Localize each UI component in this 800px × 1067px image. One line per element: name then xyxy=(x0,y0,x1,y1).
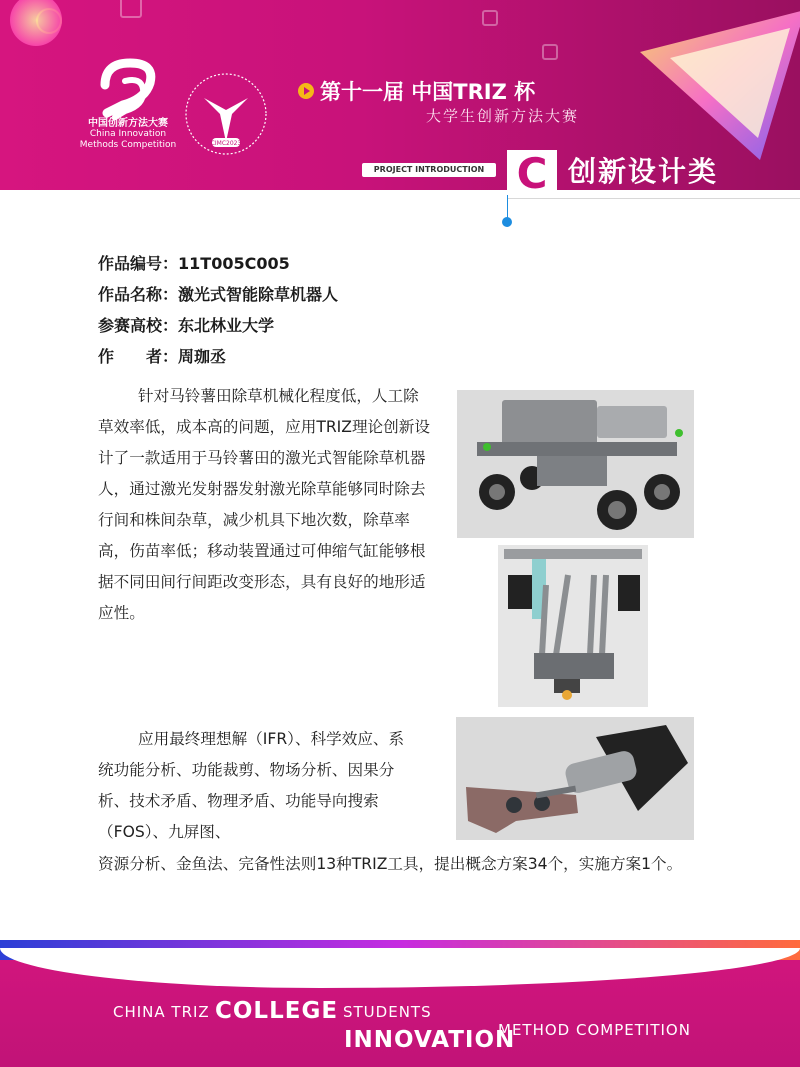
meta-name xyxy=(98,279,338,310)
footer-text-innovation: INNOVATION xyxy=(344,1027,516,1053)
project-meta xyxy=(98,248,338,372)
footer-text-method-competition: METHOD COMPETITION xyxy=(498,1021,691,1039)
cimc-logo-caption xyxy=(78,118,178,151)
play-icon xyxy=(298,83,314,99)
meta-author-value: 周珈丞 xyxy=(178,347,227,366)
decor-square xyxy=(120,0,142,18)
mechanism-render-image xyxy=(498,545,648,707)
cimc-logo-icon xyxy=(95,55,165,125)
category-letter: C xyxy=(516,150,548,194)
paragraph-2-text: 应用最终理想解（IFR）、科学效应、系统功能分析、功能裁剪、物场分析、因果分析、技术矛盾、物理矛盾、功能导向搜索（FOS）、九屏图、 xyxy=(98,730,405,841)
project-intro-tag: PROJECT INTRODUCTION xyxy=(362,163,496,177)
cimc-caption-en: China Innovation Methods Competition xyxy=(79,129,177,150)
category-letter-badge xyxy=(507,150,557,194)
competition-seal-icon xyxy=(180,68,272,160)
paragraph-1-text: 针对马铃薯田除草机械化程度低，人工除草效率低，成本高的问题，应用TRIZ理论创新设计了一款适用于马铃薯田的激光式智能除草机器人，通过激光发射器发射激光除草能够同时除去行间和株间杂草，减少机具下地次数，除草率高，伤苗率低；移动装置通过可伸缩气缸能够根据不同田间行间距改变形态，具有良好的地形适应性。 xyxy=(98,387,430,622)
page-subtitle: 大学生创新方法大赛 xyxy=(426,107,580,125)
page-title xyxy=(298,76,535,106)
decor-square xyxy=(482,10,498,26)
meta-id-value: 11T005C005 xyxy=(178,254,290,273)
meta-author-label: 作 者： xyxy=(98,347,179,366)
footer-text-china-triz: CHINA TRIZ xyxy=(113,1003,210,1021)
divider-dot xyxy=(502,217,512,227)
divider xyxy=(507,198,800,199)
decor-square xyxy=(542,44,558,60)
meta-school-label: 参赛高校： xyxy=(98,316,179,335)
paragraph-2-cont-text: 资源分析、金鱼法、完备性法则13种TRIZ工具，提出概念方案34个，实施方案1个。 xyxy=(98,855,683,873)
cimc-caption-cn: 中国创新方法大赛 xyxy=(88,118,168,129)
footer-text-college: COLLEGE xyxy=(215,998,339,1024)
description-paragraph-1 xyxy=(98,381,433,629)
description-paragraph-2 xyxy=(98,724,416,848)
meta-id xyxy=(98,248,338,279)
description-paragraph-2-cont xyxy=(98,849,708,880)
footer-text-students: STUDENTS xyxy=(343,1003,432,1021)
seal-text: CIMC2023 xyxy=(210,140,242,147)
meta-id-label: 作品编号： xyxy=(98,254,179,273)
meta-name-value: 激光式智能除草机器人 xyxy=(178,285,339,304)
robot-render-image xyxy=(457,390,694,538)
category-name: 创新设计类 xyxy=(568,155,719,188)
meta-school-value: 东北林业大学 xyxy=(178,316,275,335)
decor-corner-graphic xyxy=(0,0,80,60)
meta-author xyxy=(98,341,338,372)
decor-triangle-graphic xyxy=(640,10,800,160)
meta-school xyxy=(98,310,338,341)
title-text: 第十一届 中国TRIZ 杯 xyxy=(320,80,536,104)
laser-module-render-image xyxy=(456,717,694,840)
meta-name-label: 作品名称： xyxy=(98,285,179,304)
